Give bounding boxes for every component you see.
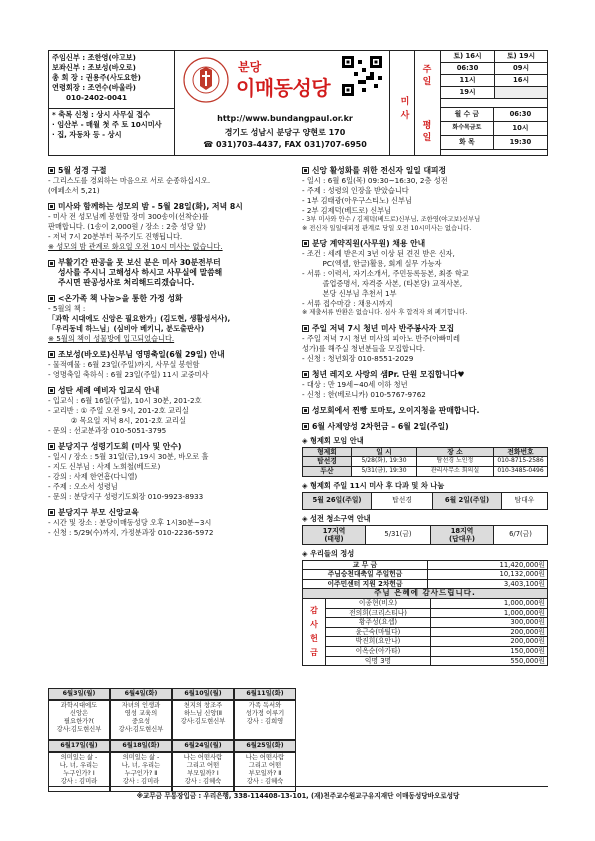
header-right-divider	[389, 50, 390, 156]
footer-text: ※교무금 무통장입금 : 우리은행, 338-114408-13-101, (재)천주교수원교구유지재단 이매동성당바오로성당	[136, 792, 460, 800]
mass-cell: 06:30	[441, 63, 495, 75]
text-line: - 서류 접수마감 : 채용시까지	[302, 299, 393, 309]
mass-cell: 11시	[441, 75, 495, 87]
mass-cell: 16시	[495, 75, 548, 87]
note-line: · 임산부 - 매월 첫 주 토 10시미사	[52, 120, 162, 129]
mass-sunday-table	[440, 50, 548, 99]
checkbox-icon	[48, 443, 55, 450]
text-line: - 2부 김제덕(베드로) 신부님	[302, 206, 392, 215]
section-title: 분당지구 성령기도회 (미사 및 안수)	[48, 442, 296, 452]
text-line: - 3부 미사와 안수 / 김제덕(베드로)신부님, 조한영(야고보)신부님	[302, 216, 481, 223]
td: 5월 26일(주일)	[303, 492, 372, 509]
td: 6월 2일(주일)	[433, 492, 502, 509]
section-title: 분당지구 부모 신앙교육	[48, 508, 296, 518]
qr-code-icon[interactable]	[342, 56, 382, 96]
text-line: PC(엑셀, 한글)활용, 회계 실무 가능자	[302, 259, 442, 269]
section-title: 조보성(바오로)신부님 영명축일(6월 29일) 안내	[48, 350, 296, 360]
td: 200,000원	[431, 637, 548, 647]
edu-date: 6월4일(화)	[110, 688, 172, 700]
mass-label: 미 사	[400, 97, 410, 121]
thanks-title: 주님 은혜에 감사드립니다.	[303, 589, 548, 599]
text-line: - 강의 : 사제 한연흠(다니엘)	[48, 472, 138, 481]
confession-notice	[48, 258, 296, 288]
td: 010-8715-2586	[494, 457, 548, 467]
checkbox-icon	[302, 371, 309, 378]
td: 5/31(금)	[366, 525, 431, 544]
td: 탑선경	[372, 492, 433, 509]
text-line: - 지도 신부님 : 사제 노희철(베드로)	[48, 462, 161, 471]
td: 5/31(금), 19:30	[352, 466, 417, 476]
mass-cell: 06:30	[493, 108, 547, 122]
mass-cell: 19시	[441, 87, 495, 99]
text-line: - 일시 : 6월 6일(목) 09:30~16:30, 2층 성전	[302, 176, 448, 185]
cleaning-table	[302, 525, 548, 545]
text-line: ※ 5월의 책이 성물방에 입고되었습니다.	[48, 334, 175, 343]
td: 탐선경	[303, 457, 352, 467]
text-line: - 일시 / 장소 : 5월 31일(금),19시 30분, 바오로 홀	[48, 452, 209, 461]
section-title: 성탄 세례 예비자 입교식 안내	[48, 386, 296, 396]
text-line: - 주일 저녁 7시 청년 미사의 피아노 반주(아빠미레	[302, 333, 460, 343]
text-line: - 물적예물 : 6월 23일(주일)까지, 사무실 봉헌함	[48, 360, 200, 369]
text-line: - 문의 : 분당지구 성령기도회장 010-9923-8933	[48, 492, 204, 501]
edu-topic: 나는 어떤사람 그리고 어떤 부모일까? Ⅰ 강사 : 김혜숙	[172, 752, 234, 792]
td: 3,403,100원	[428, 579, 548, 589]
td: 이옥순(아가타)	[326, 646, 431, 656]
checkbox-icon	[302, 423, 309, 430]
book-line: 「과학 시대에도 신앙은 필요한가」(김도현, 생활성서사),	[48, 314, 231, 323]
mass-cell: 토) 16시	[441, 51, 495, 63]
subsection-title: ◈ 형제회 모임 안내	[302, 435, 364, 445]
td: 300,000원	[431, 618, 548, 628]
parish-phone: ☎ 031)703-4437, FAX 031)707-6950	[203, 140, 367, 149]
section-title: <온가족 책 나눔>을 통한 가정 성화	[48, 294, 296, 304]
text-line: - 대상 : 만 19세~40세 이하 청년	[302, 379, 408, 389]
subsection-title: ◈ 우리들의 정성	[302, 548, 355, 558]
text-line: 졸업증명서, 자격증 사본, (타본당) 교적사본,	[302, 279, 463, 289]
thanks-side-label: 감 사 헌 금	[303, 598, 326, 665]
notice-line: 주시면 판공성사로 처리해드리겠습니다.	[58, 278, 195, 287]
td: 관리사무소 회의실	[417, 466, 494, 476]
text-line: ※ 제출서류 반환은 없습니다. 심사 후 합격자 외 폐기합니다.	[302, 309, 468, 317]
td: 황주성(요셉)	[326, 618, 431, 628]
footer-rule	[48, 786, 548, 787]
edu-date: 6월24일(월)	[172, 740, 234, 752]
edu-topic: 가족 독서와 성가정 이루기 강사 : 김희영	[234, 700, 296, 740]
mass-cell	[495, 87, 548, 99]
checkbox-icon	[302, 407, 309, 414]
text-line: - 신청 : 청년회장 010-8551-2029	[302, 353, 414, 363]
text-line: - 시간 및 장소 : 분당이매동성당 오후 1시30분~3시	[48, 518, 212, 527]
text-line: ※ 전신자 일일대피정 관계로 당일 오전 10시미사는 없습니다.	[302, 224, 472, 232]
th: 일 시	[352, 447, 417, 457]
mass-cell: 19:30	[493, 136, 547, 150]
logo-emblem-icon	[182, 56, 230, 104]
title-small: 분당	[238, 60, 262, 74]
notice-line: 성사를 주시니 고해성사 하시고 사무실에 말씀해	[58, 268, 223, 277]
text-line: - 영명축일 축하식 : 6월 23일(주일) 11시 교중미사	[48, 370, 209, 379]
checkbox-icon	[302, 240, 309, 247]
staff-line: 총 회 장 : 권용주(사도요한)	[52, 73, 141, 82]
td: 이종현(비오)	[326, 598, 431, 608]
tea-table	[302, 492, 548, 510]
td: 전의희(크리스티나)	[326, 608, 431, 618]
td: 두산	[303, 466, 352, 476]
mass-sunday-label: 주 일	[422, 65, 432, 87]
td: 6/7(금)	[494, 525, 548, 544]
text-line: - 저녁 7시 20분부터 묵주기도 진행됩니다.	[48, 232, 183, 241]
text-line: - 신청 : 한(베로니카) 010-5767-9762	[302, 389, 426, 399]
subsection-title: ◈ 형제회 주일 11시 미사 후 다과 및 차 나눔	[302, 480, 445, 490]
td: 탐선경 노인정	[417, 457, 494, 467]
edu-date: 6월10일(월)	[172, 688, 234, 700]
section-title: 6월 사제양성 2차헌금 – 6월 2일(주일)	[302, 422, 548, 432]
td: 550,000원	[431, 656, 548, 666]
section-title: 5월 성경 구절	[48, 166, 296, 176]
td: 1,000,000원	[431, 598, 548, 608]
text-line: - 5월의 책 :	[48, 304, 86, 313]
th: 형제회	[303, 447, 352, 457]
td: 10,132,000원	[428, 570, 548, 580]
section-title: 신앙 활성화를 위한 전신자 일일 대피정	[302, 166, 548, 176]
edu-date: 6월3일(월)	[48, 688, 110, 700]
offering-table	[302, 560, 548, 590]
checkbox-icon	[48, 260, 55, 267]
staff-line: 주임신부 : 조한영(야고보)	[52, 53, 136, 62]
edu-topic: 나는 어떤사람 그리고 어떤 부모일까? Ⅱ 강사 : 김혜숙	[234, 752, 296, 792]
mass-cell: 09시	[495, 63, 548, 75]
text-line: - 문의 : 선교분과장 010-5051-3795	[48, 426, 167, 435]
edu-topic: 의미있는 삶 - 나, 너, 우리는 누구인가? Ⅰ 강사 : 김미라	[48, 752, 110, 792]
edu-topic: 과학시대에도 신앙은 필요한가?( 강사:김도현신부	[48, 700, 110, 740]
td: 교 무 금	[303, 560, 428, 570]
parish-address: 경기도 성남시 분당구 양현로 170	[224, 128, 346, 137]
mass-cell: 10시	[493, 122, 547, 136]
th: 전화번호	[494, 447, 548, 457]
mass-weekday-table	[440, 107, 548, 150]
text-line: - 신청 : 5/29(수)까지, 가정분과장 010-2236-5972	[48, 528, 214, 537]
mass-col-divider	[414, 50, 415, 156]
text-line: - 1부 김태광(아우구스티노) 신부님	[302, 196, 412, 205]
td: 11,420,000원	[428, 560, 548, 570]
edu-date: 6월25일(화)	[234, 740, 296, 752]
right-column	[302, 166, 548, 666]
parish-url[interactable]: http://www.bundangpaul.or.kr	[217, 114, 353, 123]
checkbox-icon	[48, 509, 55, 516]
td: 5/28(화), 19:30	[352, 457, 417, 467]
left-column	[48, 166, 296, 538]
td: 17지역 (태평)	[303, 525, 366, 544]
td: 윤근숙(마틸다)	[326, 627, 431, 637]
note-line: * 축복 신청 : 상시 사무실 접수	[52, 110, 151, 119]
header-left-divider	[174, 50, 175, 156]
mass-cell: 토) 19시	[495, 51, 548, 63]
subsection-title: ◈ 성전 청소구역 안내	[302, 513, 371, 523]
td: 탐대우	[502, 492, 548, 509]
staff-line: 보좌신부 : 조보성(바오로)	[52, 63, 136, 72]
section-title: 성모회에서 찐빵 토마토, 오이지청을 판매합니다.	[302, 406, 548, 416]
mass-cell: 월 수 금	[441, 108, 494, 122]
text-line: 본당 신부님 추천서 1부	[302, 289, 397, 299]
text-line: 성가)를 해주실 청년분들을 모집합니다.	[302, 343, 426, 353]
text-line: - 교리반 : ① 주일 오전 9시, 201-2호 교리실	[48, 406, 189, 415]
td: 익명 3명	[326, 656, 431, 666]
td: 주님승천대축일 주일헌금	[303, 570, 428, 580]
td: 18지역 (답대우)	[431, 525, 494, 544]
mass-cell: 화수목금토	[441, 122, 494, 136]
parish-logo	[182, 56, 230, 104]
section-title: 청년 레지오 사랑의 샘Pr. 단원 모집합니다♥	[302, 370, 548, 380]
checkbox-icon	[48, 167, 55, 174]
text-line: - 서류 : 이력서, 자기소개서, 주민등록등본, 최종 학교	[302, 269, 469, 279]
td: 이주민센터 지원 2차헌금	[303, 579, 428, 589]
edu-topic: 자녀의 인생과 영성 교육의 중요성 강사:김도현신부	[110, 700, 172, 740]
td: 010-3485-0496	[494, 466, 548, 476]
section-title: 주일 저녁 7시 청년 미사 반주봉사자 모집	[302, 324, 548, 334]
notice-line: 부활기간 판공을 못 보신 분은 미사 30분전부터	[58, 258, 221, 267]
checkbox-icon	[302, 167, 309, 174]
staff-phone: 010-2402-0041	[66, 93, 127, 102]
title-big: 이매동성당	[236, 76, 331, 100]
td: 박진희(요안나)	[326, 637, 431, 647]
mass-cell: 화 목	[441, 136, 494, 150]
text-line: - 조건 : 세례 받은지 3년 이상 된 견진 받은 신자,	[302, 249, 455, 259]
checkbox-icon	[48, 203, 55, 210]
checkbox-icon	[48, 387, 55, 394]
text-line: - 주제 : 오소서 성령님	[48, 482, 118, 491]
edu-date: 6월17일(월)	[48, 740, 110, 752]
text-line: - 그리스도를 경외하는 마음으로 서로 순종하십시오.	[48, 176, 211, 185]
book-line: 「우리동네 하느님」(심비아 베키니, 분도출판사)	[48, 324, 205, 333]
checkbox-icon	[302, 325, 309, 332]
text-line: ② 목요일 저녁 8시, 201-2호 교리실	[48, 416, 186, 425]
education-grid	[48, 688, 296, 792]
td: 150,000원	[431, 646, 548, 656]
text-line: (에페소서 5,21)	[48, 186, 100, 195]
td: 200,000원	[431, 627, 548, 637]
td: 1,000,000원	[431, 608, 548, 618]
edu-date: 6월11일(화)	[234, 688, 296, 700]
staff-line: 연령회장 : 조연수(바울라)	[52, 83, 136, 92]
text-line: - 미사 전 성모님께 봉헌할 장미 300송이(선착순)를	[48, 212, 209, 221]
text-line: 판매합니다. (1송이 2,000원 / 장소 : 2층 성당 앞)	[48, 222, 206, 231]
text-line: - 주제 : 성령의 인장을 받았습니다	[302, 186, 409, 195]
section-title: 분당 계약직원(사무원) 채용 안내	[302, 239, 548, 249]
edu-date: 6월18일(화)	[110, 740, 172, 752]
note-line: · 집, 자동차 등 - 상시	[52, 130, 122, 139]
fraternity-table	[302, 447, 548, 477]
edu-topic: 의미있는 삶 - 나, 너, 우리는 누구인가? Ⅱ 강사 : 김미라	[110, 752, 172, 792]
thanks-table	[302, 588, 548, 666]
edu-topic: 천지의 창조주 하느님 신앙(Ⅱ 강사:김도현신부	[172, 700, 234, 740]
blessing-notes	[52, 110, 174, 140]
text-line: ※ 성모의 밤 관계로 화요일 오전 10시 미사는 없습니다.	[48, 242, 223, 251]
mass-weekday-label: 평 일	[422, 121, 432, 143]
checkbox-icon	[48, 295, 55, 302]
staff-divider	[48, 108, 174, 109]
th: 장 소	[417, 447, 494, 457]
staff-list	[52, 53, 170, 103]
section-title: 미사와 함께하는 성모의 밤 - 5월 28일(화), 저녁 8시	[48, 202, 296, 212]
checkbox-icon	[48, 351, 55, 358]
text-line: - 입교식 : 6월 16일(주일), 10시 30분, 201-2호	[48, 396, 202, 405]
